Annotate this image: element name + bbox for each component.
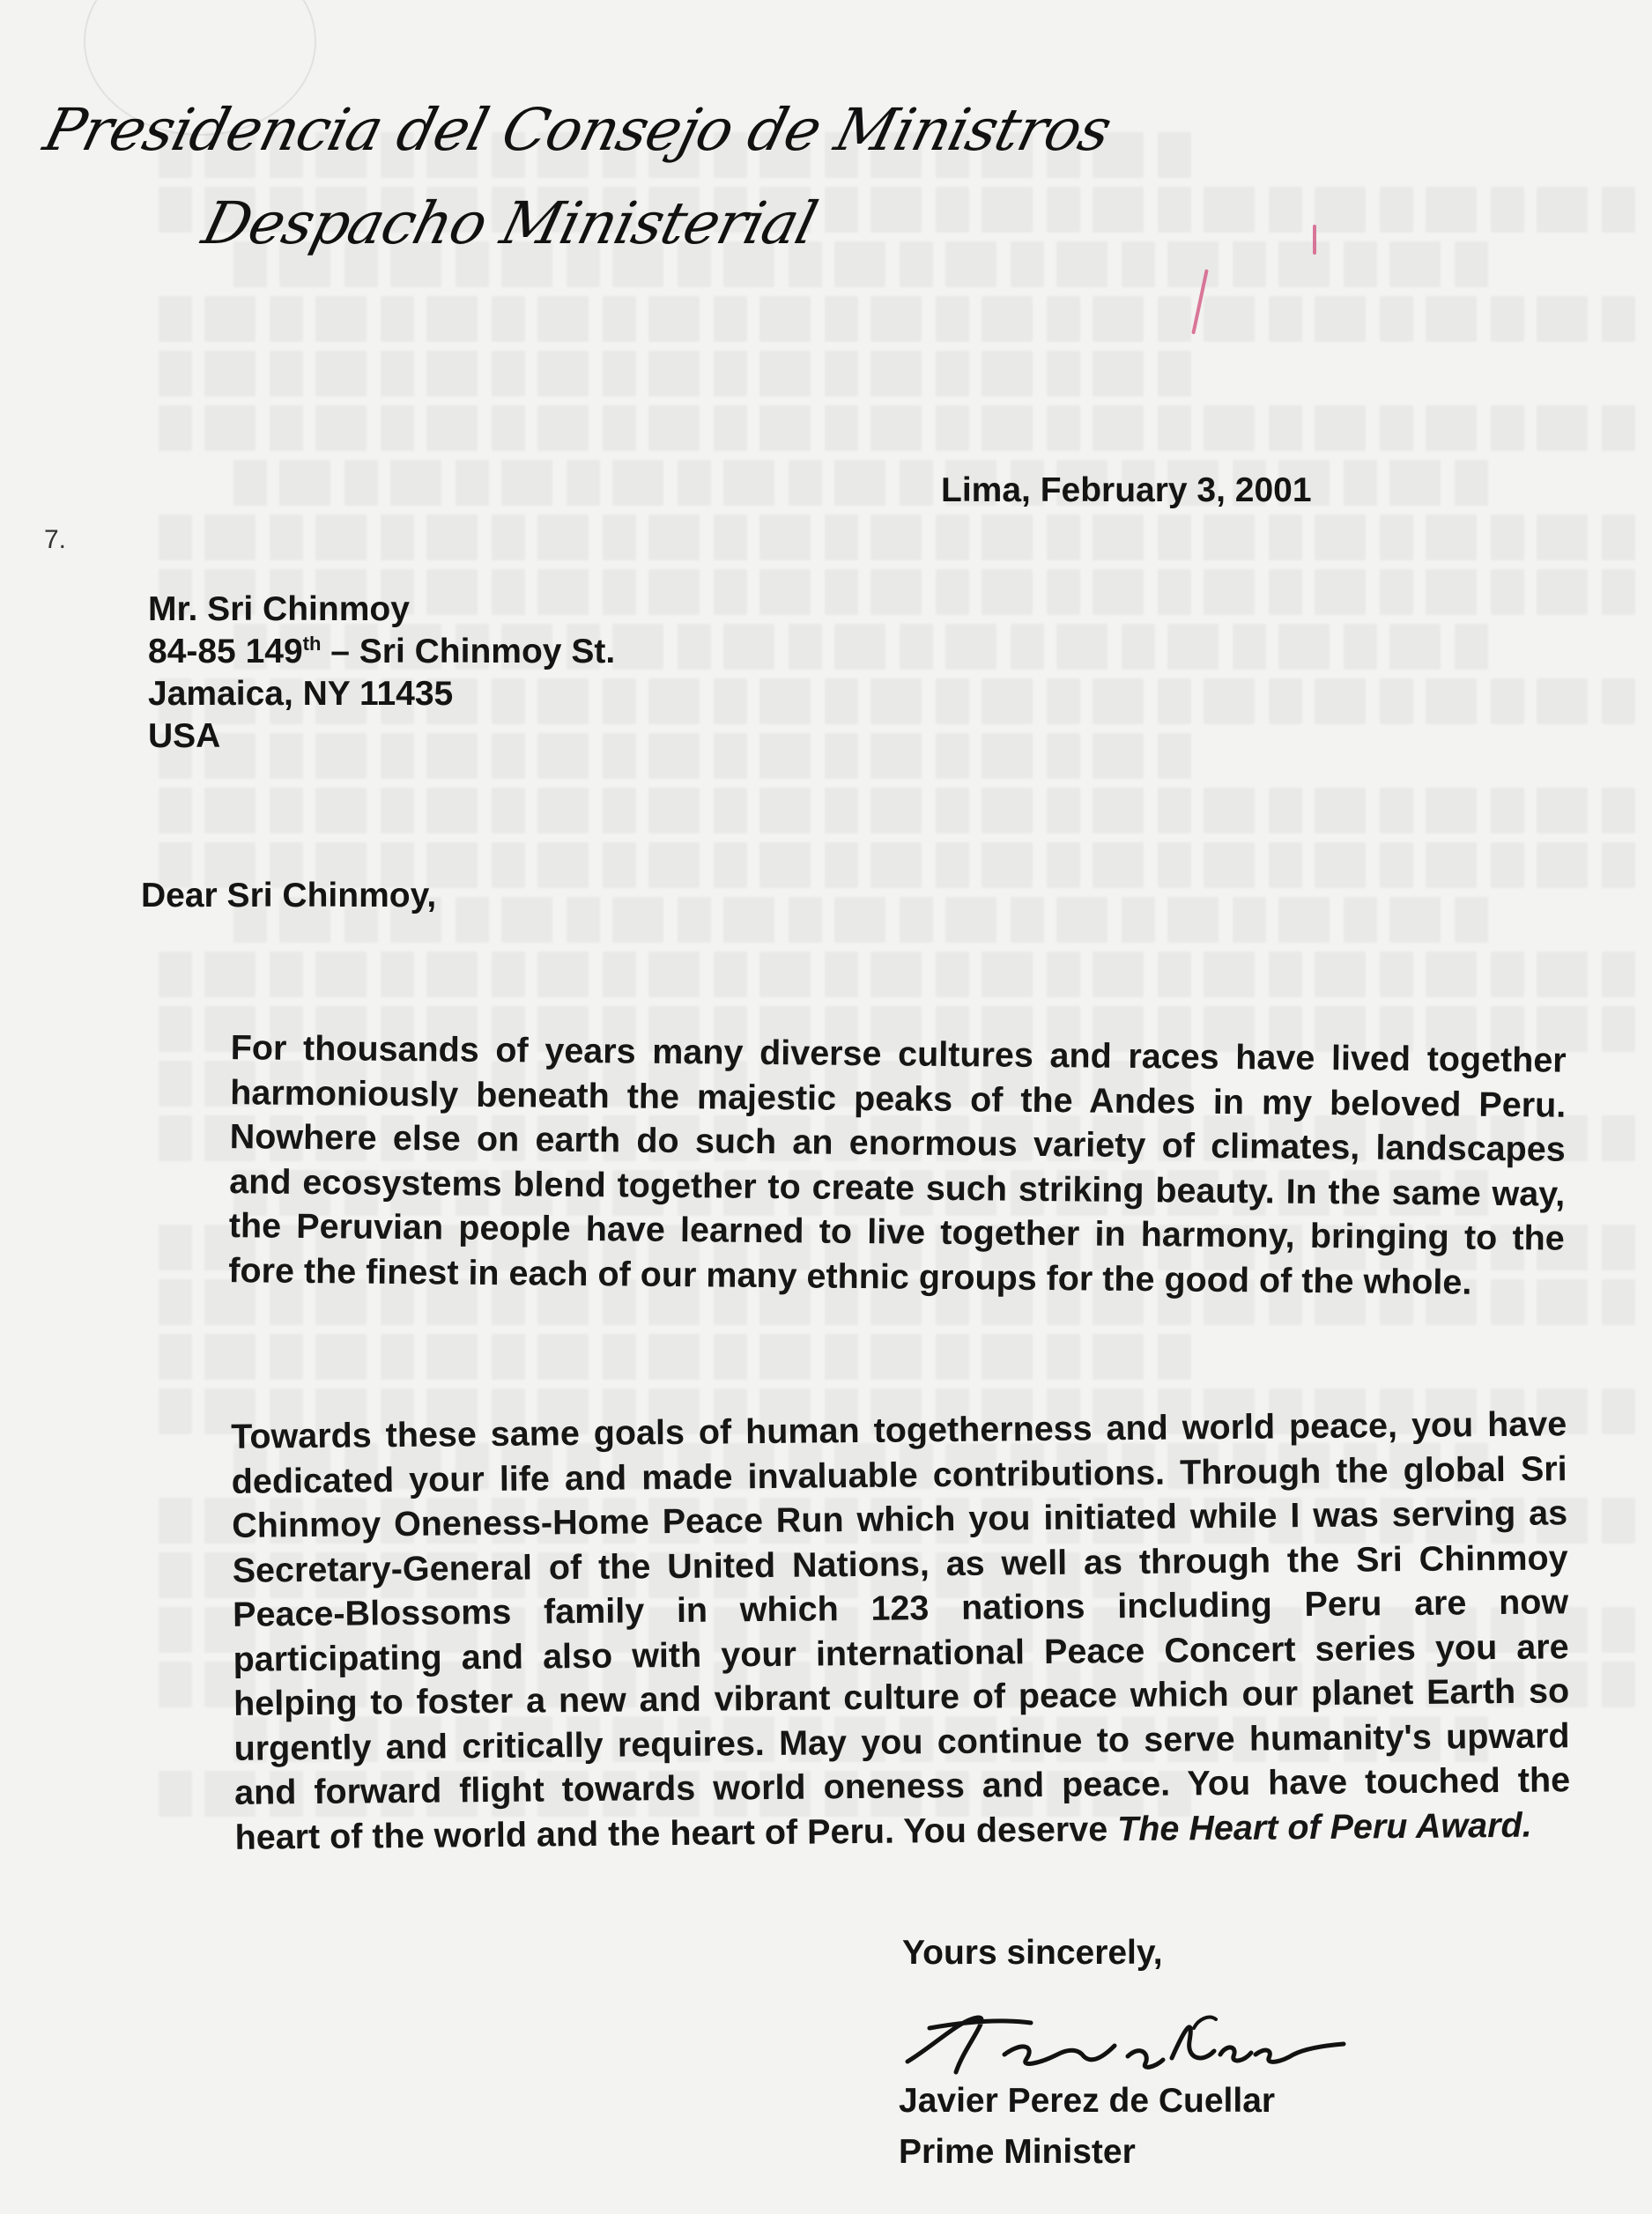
paragraph-2-text — [125, 1402, 1571, 1861]
letter-date: Lima, February 3, 2001 — [941, 471, 1312, 509]
signer-title: Prime Minister — [899, 2133, 1136, 2171]
letterhead-line-1: Presidencia del Consejo de Ministros — [37, 96, 1118, 164]
street-name: – Sri Chinmoy St. — [321, 633, 616, 670]
street-number: 84-85 149 — [148, 633, 303, 670]
recipient-country: USA — [148, 717, 221, 755]
pink-pen-mark — [1313, 225, 1316, 255]
pink-pen-mark — [1191, 269, 1209, 334]
letterhead-line-2: Despacho Ministerial — [196, 189, 824, 257]
letterhead — [37, 95, 1118, 259]
margin-note: 7. — [44, 525, 67, 554]
recipient-street — [148, 631, 615, 673]
salutation: Dear Sri Chinmoy, — [141, 877, 437, 914]
closing: Yours sincerely, — [902, 1934, 1163, 1972]
street-suffix: th — [302, 633, 322, 655]
signer-name: Javier Perez de Cuellar — [899, 2082, 1276, 2120]
paragraph-2 — [125, 1402, 1571, 1861]
paragraph-1 — [122, 1025, 1567, 1306]
recipient-name: Mr. Sri Chinmoy — [148, 590, 410, 628]
recipient-city: Jamaica, NY 11435 — [148, 675, 454, 713]
award-name: The Heart of Peru Award. — [1116, 1805, 1532, 1848]
paragraph-2-body: Towards these same goals of human togetherness and world peace, you have dedicated your life and made invaluable contributions. Through the global Sri Chinmoy Oneness-Home Peace Run which you initiated while I was serving as Secretary-General of the United Nations, as well as through the Sri Chinmoy Peace-Blossoms family in which 123 nations including Peru are now participating and also with your international Peace Concert series you are helping to foster a new and vibrant culture of peace which our planet Earth so urgently and critically requires. May you continue to serve humanity's upward and forward flight towards world oneness and peace. You have touched the heart of the world and the heart of Peru. You deserve — [231, 1404, 1571, 1857]
paragraph-1-text: For thousands of years many diverse cultures and races have lived together harmoniously beneath the majestic peaks of the Andes in my beloved Peru. Nowhere else on earth do such an enormous variety of climates, landscapes and ecosystems blend together to create such striking beauty. In the same way, the Peruvian people have learned to live together in harmony, bringing to the fore the finest in each of our many ethnic groups for the good of the whole. — [228, 1028, 1567, 1302]
recipient-address — [148, 589, 615, 758]
